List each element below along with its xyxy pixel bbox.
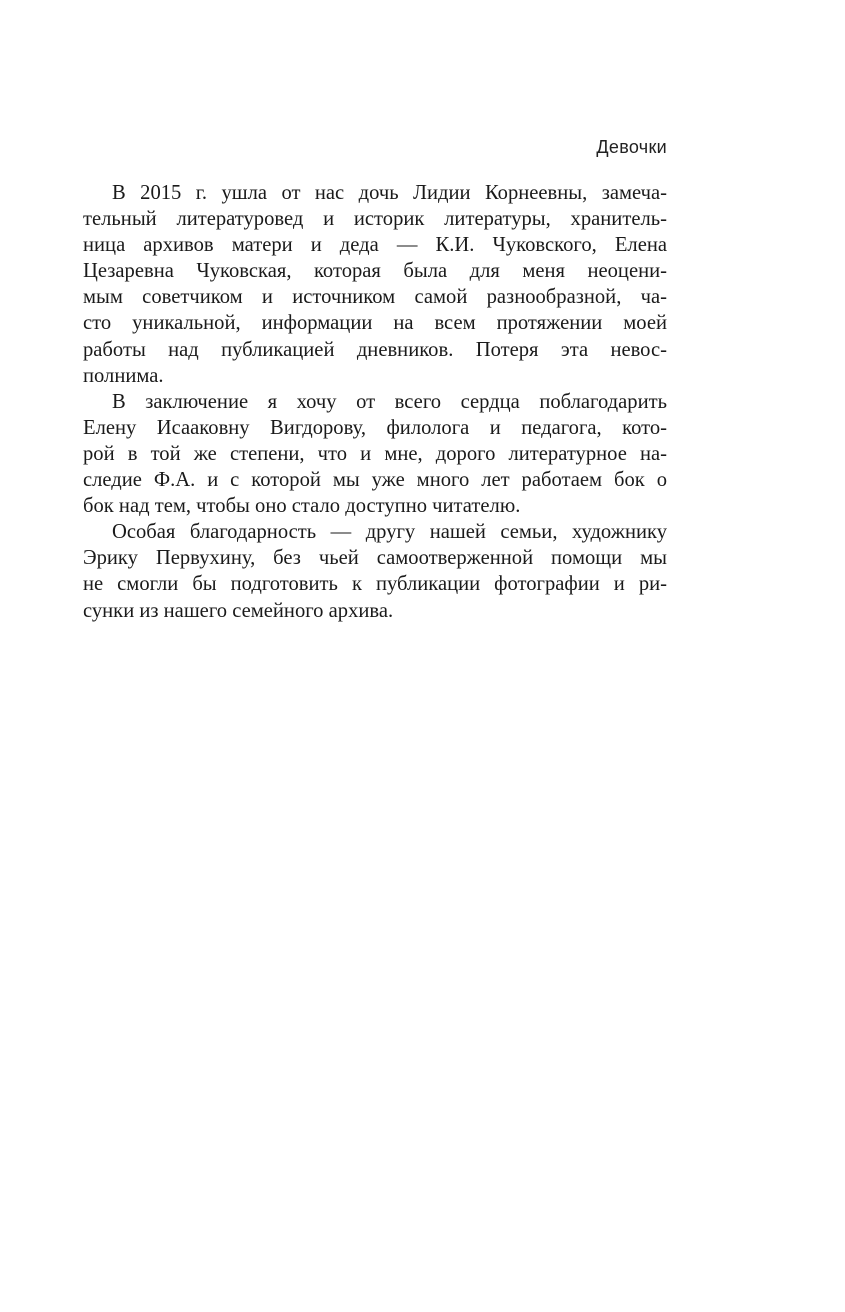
text-line: тельный литературовед и историк литературы, хранитель- xyxy=(83,208,667,231)
text-line: В заключение я хочу от всего сердца поблагодарить xyxy=(112,390,667,413)
text-line: сто уникальной, информации на всем протяжении моей xyxy=(83,312,667,335)
text-line: рой в той же степени, что и мне, дорого литературное на- xyxy=(83,442,667,465)
text-line: Цезаревна Чуковская, которая была для меня неоцени- xyxy=(83,260,667,283)
text-line: мым советчиком и источником самой разнообразной, ча- xyxy=(83,286,667,309)
text-line: работы над публикацией дневников. Потеря эта невос- xyxy=(83,338,667,361)
text-line: Эрику Первухину, без чьей самоотверженной помощи мы xyxy=(83,547,667,570)
text-line: Особая благодарность — другу нашей семьи, художнику xyxy=(112,521,667,544)
paragraph-2 xyxy=(83,389,667,519)
paragraph-1 xyxy=(83,180,667,389)
running-header: Девочки xyxy=(596,137,667,157)
text-line: В 2015 г. ушла от нас дочь Лидии Корнеевны, замеча- xyxy=(112,182,667,204)
body-text xyxy=(83,180,667,624)
text-line: следие Ф.А. и с которой мы уже много лет работаем бок о xyxy=(83,469,667,492)
text-line: бок над тем, чтобы оно стало доступно читателю. xyxy=(83,495,521,518)
text-line: не смогли бы подготовить к публикации фотографии и ри- xyxy=(83,573,667,596)
text-line: сунки из нашего семейного архива. xyxy=(83,599,394,622)
text-line: Елену Исааковну Вигдорову, филолога и педагога, кото- xyxy=(83,416,667,439)
paragraph-3 xyxy=(83,519,667,623)
text-line: полнима. xyxy=(83,364,164,387)
text-line: ница архивов матери и деда — К.И. Чуковского, Елена xyxy=(83,234,667,257)
